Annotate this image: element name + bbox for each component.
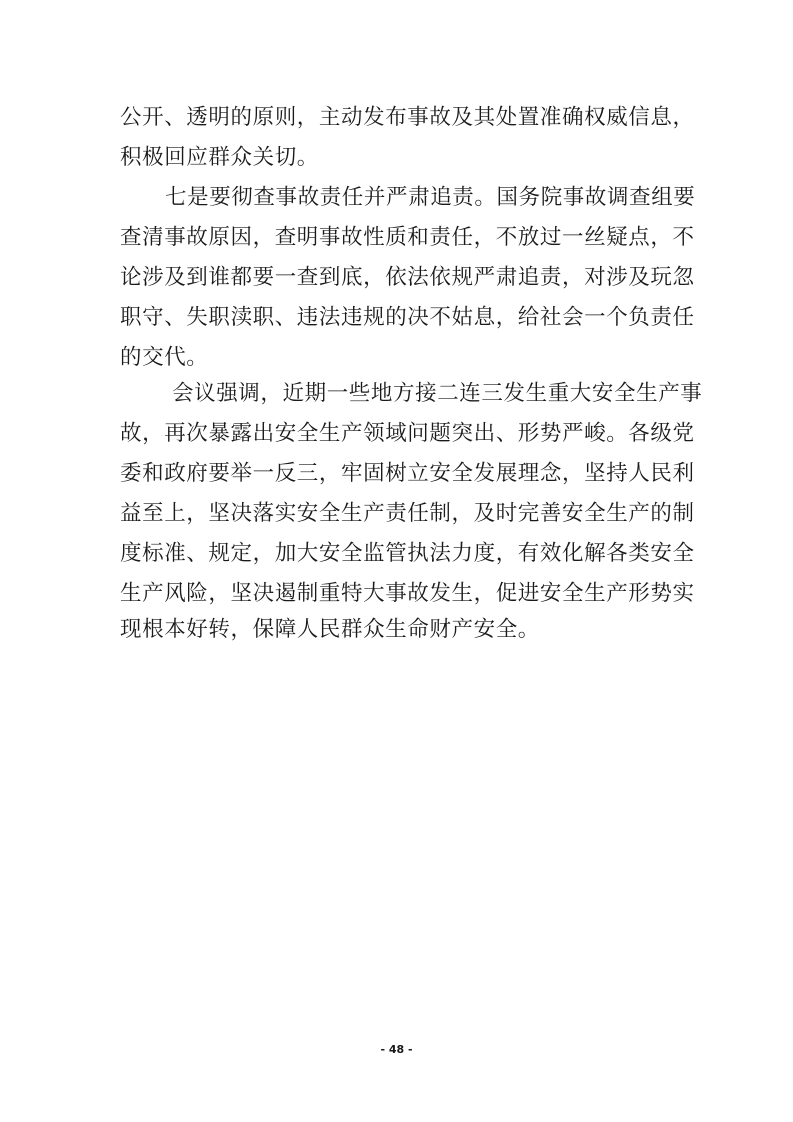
paragraph-3-line-1: 会议强调，近期一些地方接二连三发生重大安全生产事 — [172, 381, 703, 406]
paragraph-2-line-3: 论涉及到谁都要一查到底，依法依规严肃追责，对涉及玩忽 — [120, 265, 695, 290]
paragraph-2-line-4: 职守、失职渎职、违法违规的决不姑息，给社会一个负责任 — [120, 305, 695, 330]
paragraph-3-line-5: 度标准、规定，加大安全监管执法力度，有效化解各类安全 — [120, 541, 695, 566]
paragraph-3-line-7: 现根本好转，保障人民群众生命财产安全。 — [120, 617, 540, 642]
paragraph-3-line-4: 益至上，坚决落实安全生产责任制，及时完善安全生产的制 — [120, 501, 695, 526]
paragraph-3-line-3: 委和政府要举一反三，牢固树立安全发展理念，坚持人民利 — [120, 461, 695, 486]
paragraph-2-line-2: 查清事故原因，查明事故性质和责任，不放过一丝疑点，不 — [120, 225, 695, 250]
paragraph-1-line-1: 公开、透明的原则，主动发布事故及其处置准确权威信息， — [120, 105, 695, 130]
paragraph-3-line-6: 生产风险，坚决遏制重特大事故发生，促进安全生产形势实 — [120, 581, 695, 606]
paragraph-2-line-1: 七是要彻查事故责任并严肃追责。国务院事故调查组要 — [165, 185, 696, 210]
paragraph-3-line-2: 故，再次暴露出安全生产领域问题突出、形势严峻。各级党 — [120, 421, 695, 446]
page-number: - 48 - — [380, 1043, 413, 1056]
paragraph-1-line-2: 积极回应群众关切。 — [120, 145, 319, 170]
paragraph-2-line-5: 的交代。 — [120, 345, 209, 370]
